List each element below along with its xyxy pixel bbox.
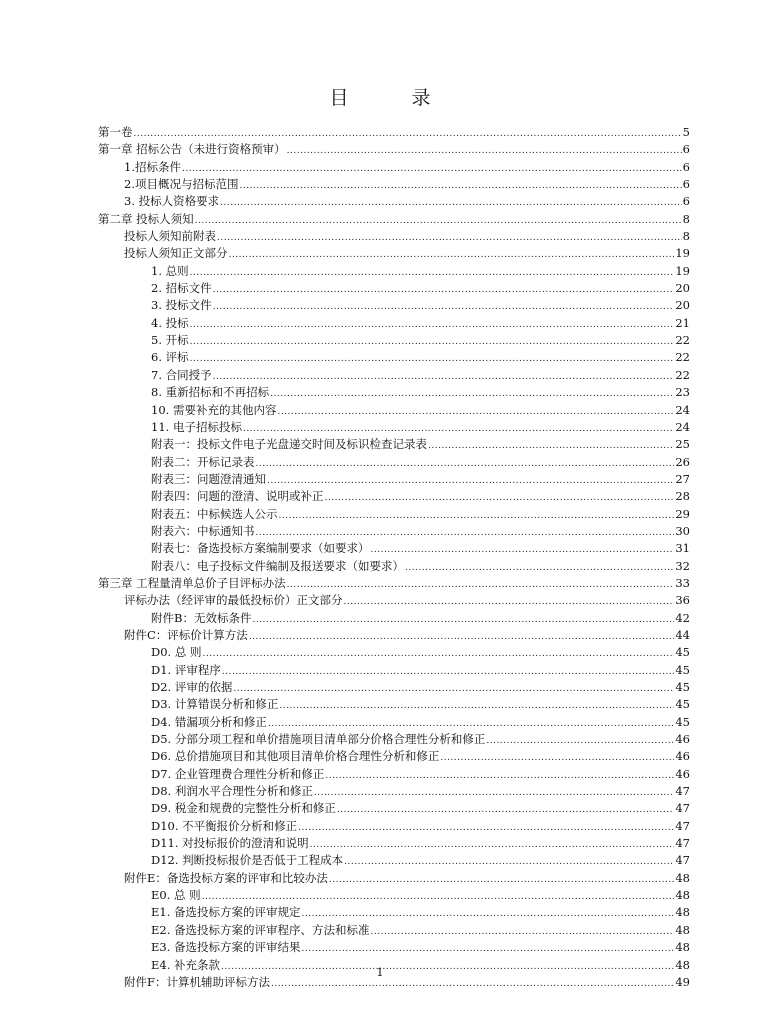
toc-entry-page: 46 (675, 749, 690, 764)
toc-entry-label: 附件E：备选投标方案的评审和比较办法 (124, 870, 328, 885)
toc-entry[interactable] (98, 748, 690, 765)
toc-entry-page: 46 (675, 732, 690, 747)
toc-entry[interactable] (98, 332, 690, 349)
toc-entry-page: 30 (675, 523, 690, 538)
toc-entry[interactable] (98, 852, 690, 869)
toc-dot-leader (239, 176, 681, 193)
toc-entry-label: 附表六：中标通知书 (151, 523, 255, 538)
toc-entry[interactable] (98, 922, 690, 939)
toc-entry[interactable] (98, 228, 690, 245)
toc-entry-page: 46 (675, 766, 690, 781)
toc-entry-page: 8 (682, 229, 690, 244)
page-title: 目 录 (329, 87, 453, 109)
toc-entry[interactable] (98, 297, 690, 314)
toc-entry-page: 22 (675, 333, 690, 348)
toc-entry-page: 5 (682, 125, 690, 139)
toc-entry-label: 附表三：问题澄清通知 (151, 471, 266, 486)
toc-entry-page: 22 (675, 367, 690, 382)
toc-entry-page: 23 (675, 385, 690, 400)
toc-entry-label: 1. 总则 (151, 263, 189, 278)
toc-entry-page: 48 (675, 905, 690, 920)
toc-entry[interactable] (98, 367, 690, 384)
toc-dot-leader (249, 627, 675, 644)
toc-entry-page: 24 (675, 402, 690, 417)
toc-entry-page: 20 (675, 298, 690, 313)
toc-dot-leader (344, 592, 675, 609)
table-of-contents (98, 124, 690, 991)
toc-dot-leader (190, 263, 675, 280)
toc-dot-leader (213, 367, 675, 384)
toc-dot-leader (256, 523, 675, 540)
toc-dot-leader (222, 662, 675, 679)
toc-entry[interactable] (98, 610, 690, 627)
toc-dot-leader (233, 679, 674, 696)
toc-entry-page: 25 (675, 437, 690, 452)
toc-entry-label: 评标办法（经评审的最低投标价）正文部分 (124, 593, 343, 608)
toc-entry[interactable] (98, 124, 690, 141)
toc-entry-label: 3. 投标人资格要求 (124, 194, 220, 209)
toc-entry-label: 10. 需要补充的其他内容 (151, 402, 277, 417)
toc-entry-label: 投标人须知前附表 (124, 229, 216, 244)
toc-entry-page: 29 (675, 506, 690, 521)
toc-dot-leader (220, 193, 682, 210)
toc-entry-page: 47 (675, 853, 690, 868)
toc-entry-page: 45 (675, 697, 690, 712)
toc-dot-leader (182, 159, 682, 176)
toc-entry[interactable] (98, 454, 690, 471)
toc-entry[interactable] (98, 506, 690, 523)
toc-entry-label: D10. 不平衡报价分析和修正 (151, 818, 298, 833)
toc-entry[interactable] (98, 714, 690, 731)
toc-entry-page: 19 (675, 263, 690, 278)
toc-dot-leader (134, 124, 682, 141)
toc-dot-leader (405, 558, 674, 575)
toc-entry-label: 附件C：评标价计算方法 (124, 627, 248, 642)
toc-entry[interactable] (98, 644, 690, 661)
toc-dot-leader (270, 384, 674, 401)
toc-entry-page: 6 (682, 177, 690, 192)
toc-entry[interactable] (98, 211, 690, 228)
toc-entry-page: 36 (675, 593, 690, 608)
toc-dot-leader (243, 419, 674, 436)
toc-entry-page: 22 (675, 350, 690, 365)
toc-dot-leader (279, 696, 674, 713)
toc-entry[interactable] (98, 245, 690, 262)
toc-entry[interactable] (98, 471, 690, 488)
toc-entry-label: D5. 分部分项工程和单价措施项目清单部分价格合理性分析和修正 (151, 732, 486, 747)
toc-entry-label: D9. 税金和规费的完整性分析和修正 (151, 801, 336, 816)
toc-entry-page: 48 (675, 957, 690, 972)
toc-entry[interactable] (98, 835, 690, 852)
toc-entry[interactable] (98, 783, 690, 800)
toc-entry-label: D7. 企业管理费合理性分析和修正 (151, 766, 325, 781)
toc-entry[interactable] (98, 159, 690, 176)
toc-dot-leader (202, 887, 675, 904)
toc-entry-page: 47 (675, 784, 690, 799)
toc-entry-page: 45 (675, 645, 690, 660)
toc-entry[interactable] (98, 141, 690, 158)
toc-entry-page: 48 (675, 870, 690, 885)
toc-entry[interactable] (98, 592, 690, 609)
toc-entry-label: 2.项目概况与招标范围 (124, 177, 239, 192)
toc-dot-leader (256, 454, 675, 471)
toc-entry[interactable] (98, 436, 690, 453)
toc-entry-label: 5. 开标 (151, 333, 189, 348)
toc-entry-label: 附表七：备选投标方案编制要求（如要求） (151, 541, 370, 556)
toc-entry[interactable] (98, 731, 690, 748)
toc-entry-page: 26 (675, 454, 690, 469)
toc-entry-page: 45 (675, 714, 690, 729)
toc-dot-leader (279, 506, 675, 523)
toc-dot-leader (302, 904, 675, 921)
toc-entry-label: E3. 备选投标方案的评审结果 (151, 940, 301, 955)
toc-dot-leader (371, 540, 675, 557)
toc-entry-page: 33 (675, 575, 690, 590)
toc-entry[interactable] (98, 662, 690, 679)
toc-entry-label: D4. 错漏项分析和修正 (151, 714, 267, 729)
toc-dot-leader (213, 297, 675, 314)
toc-dot-leader (268, 714, 675, 731)
toc-entry-label: 附表四：问题的澄清、说明或补正 (151, 489, 324, 504)
toc-entry-label: 3. 投标文件 (151, 298, 212, 313)
toc-dot-leader (217, 228, 682, 245)
toc-entry-label: D2. 评审的依据 (151, 680, 233, 694)
toc-dot-leader (325, 766, 674, 783)
toc-entry[interactable] (98, 419, 690, 436)
toc-entry-label: E4. 补充条款 (151, 957, 221, 972)
toc-entry-page: 45 (675, 662, 690, 677)
toc-entry[interactable] (98, 696, 690, 713)
toc-dot-leader (310, 835, 675, 852)
toc-entry-label: 第三章 工程量清单总价子目评标办法 (98, 575, 286, 590)
toc-entry-label: 附表一：投标文件电子光盘递交时间及标识检查记录表 (151, 437, 427, 452)
toc-entry[interactable] (98, 575, 690, 592)
toc-entry-label: 8. 重新招标和不再招标 (151, 385, 270, 400)
toc-entry-page: 48 (675, 922, 690, 937)
toc-entry-label: D1. 评审程序 (151, 662, 221, 677)
toc-entry-page: 42 (675, 610, 690, 625)
toc-entry-page: 20 (675, 281, 690, 296)
toc-entry-label: 附件F：计算机辅助评标方法 (124, 974, 270, 989)
toc-dot-leader (277, 402, 674, 419)
toc-entry-page: 28 (675, 489, 690, 504)
toc-entry[interactable] (98, 488, 690, 505)
toc-entry-page: 6 (682, 159, 690, 174)
toc-entry-label: 附表五：中标候选人公示 (151, 506, 278, 521)
toc-entry-label: 7. 合同授予 (151, 367, 212, 382)
toc-entry[interactable] (98, 540, 690, 557)
toc-dot-leader (314, 783, 675, 800)
toc-entry[interactable] (98, 558, 690, 575)
toc-entry[interactable] (98, 887, 690, 904)
toc-entry-label: 2. 招标文件 (151, 281, 212, 296)
toc-entry-page: 45 (675, 680, 690, 694)
toc-entry-label: 11. 电子招标投标 (151, 419, 242, 434)
toc-entry-page: 49 (675, 974, 690, 989)
toc-entry[interactable] (98, 280, 690, 297)
toc-entry-page: 19 (675, 246, 690, 261)
toc-entry[interactable] (98, 384, 690, 401)
toc-entry[interactable] (98, 800, 690, 817)
toc-entry-label: D6. 总价措施项目和其他项目清单价格合理性分析和修正 (151, 749, 440, 764)
toc-entry-label: 1.招标条件 (124, 159, 181, 174)
toc-entry-page: 47 (675, 801, 690, 816)
toc-entry-page: 27 (675, 471, 690, 486)
toc-entry-page: 44 (675, 627, 690, 642)
toc-dot-leader (486, 731, 674, 748)
toc-dot-leader (203, 644, 675, 661)
toc-dot-leader (287, 141, 682, 158)
toc-entry-page: 24 (675, 419, 690, 434)
toc-entry-label: 第一章 招标公告（未进行资格预审） (98, 142, 286, 157)
toc-entry-label: E2. 备选投标方案的评审程序、方法和标准 (151, 922, 370, 937)
toc-entry[interactable] (98, 679, 690, 696)
toc-entry-page: 21 (675, 315, 690, 330)
toc-entry-label: D11. 对投标报价的澄清和说明 (151, 836, 309, 851)
toc-entry[interactable] (98, 904, 690, 921)
toc-entry-label: E0. 总 则 (151, 888, 201, 903)
toc-dot-leader (428, 436, 674, 453)
toc-entry-label: 附表二：开标记录表 (151, 454, 255, 469)
toc-entry[interactable] (98, 818, 690, 835)
toc-dot-leader (190, 332, 675, 349)
toc-entry-label: 第一卷 (98, 125, 133, 139)
toc-dot-leader (229, 245, 675, 262)
toc-dot-leader (344, 852, 674, 869)
toc-entry-page: 47 (675, 836, 690, 851)
toc-entry[interactable] (98, 870, 690, 887)
toc-dot-leader (325, 488, 675, 505)
toc-entry-label: D12. 判断投标报价是否低于工程成本 (151, 853, 344, 868)
toc-entry-label: 6. 评标 (151, 350, 189, 365)
toc-entry-page: 6 (682, 142, 690, 157)
toc-entry-label: 附件B：无效标条件 (151, 610, 252, 625)
toc-dot-leader (440, 748, 674, 765)
toc-dot-leader (337, 800, 675, 817)
toc-entry-label: D3. 计算错误分析和修正 (151, 697, 279, 712)
toc-dot-leader (267, 471, 674, 488)
toc-dot-leader (329, 870, 674, 887)
toc-dot-leader (371, 922, 675, 939)
toc-entry-label: E1. 备选投标方案的评审规定 (151, 905, 301, 920)
toc-dot-leader (302, 939, 675, 956)
toc-entry-page: 6 (682, 194, 690, 209)
toc-dot-leader (195, 211, 682, 228)
toc-entry[interactable] (98, 176, 690, 193)
toc-entry[interactable] (98, 402, 690, 419)
toc-entry-label: 4. 投标 (151, 315, 189, 330)
toc-entry[interactable] (98, 315, 690, 332)
toc-entry-page: 47 (675, 818, 690, 833)
toc-entry[interactable] (98, 263, 690, 280)
toc-entry-page: 32 (675, 558, 690, 573)
toc-entry-page: 48 (675, 940, 690, 955)
toc-entry[interactable] (98, 627, 690, 644)
toc-dot-leader (252, 610, 674, 627)
toc-entry[interactable] (98, 193, 690, 210)
toc-entry-page: 31 (675, 541, 690, 556)
toc-entry-label: D8. 利润水平合理性分析和修正 (151, 784, 313, 799)
toc-entry[interactable] (98, 349, 690, 366)
toc-entry[interactable] (98, 766, 690, 783)
toc-entry-label: 第二章 投标人须知 (98, 211, 194, 226)
toc-entry-page: 8 (682, 211, 690, 226)
toc-entry-label: D0. 总 则 (151, 645, 202, 660)
toc-dot-leader (287, 575, 675, 592)
toc-entry-label: 投标人须知正文部分 (124, 246, 228, 261)
page-number: 1 (376, 966, 384, 979)
toc-dot-leader (298, 818, 674, 835)
toc-entry-label: 附表八：电子投标文件编制及报送要求（如要求） (151, 558, 404, 573)
toc-dot-leader (213, 280, 675, 297)
toc-dot-leader (190, 315, 675, 332)
toc-entry[interactable] (98, 523, 690, 540)
toc-entry[interactable] (98, 939, 690, 956)
toc-entry-page: 48 (675, 888, 690, 903)
toc-dot-leader (190, 349, 675, 366)
